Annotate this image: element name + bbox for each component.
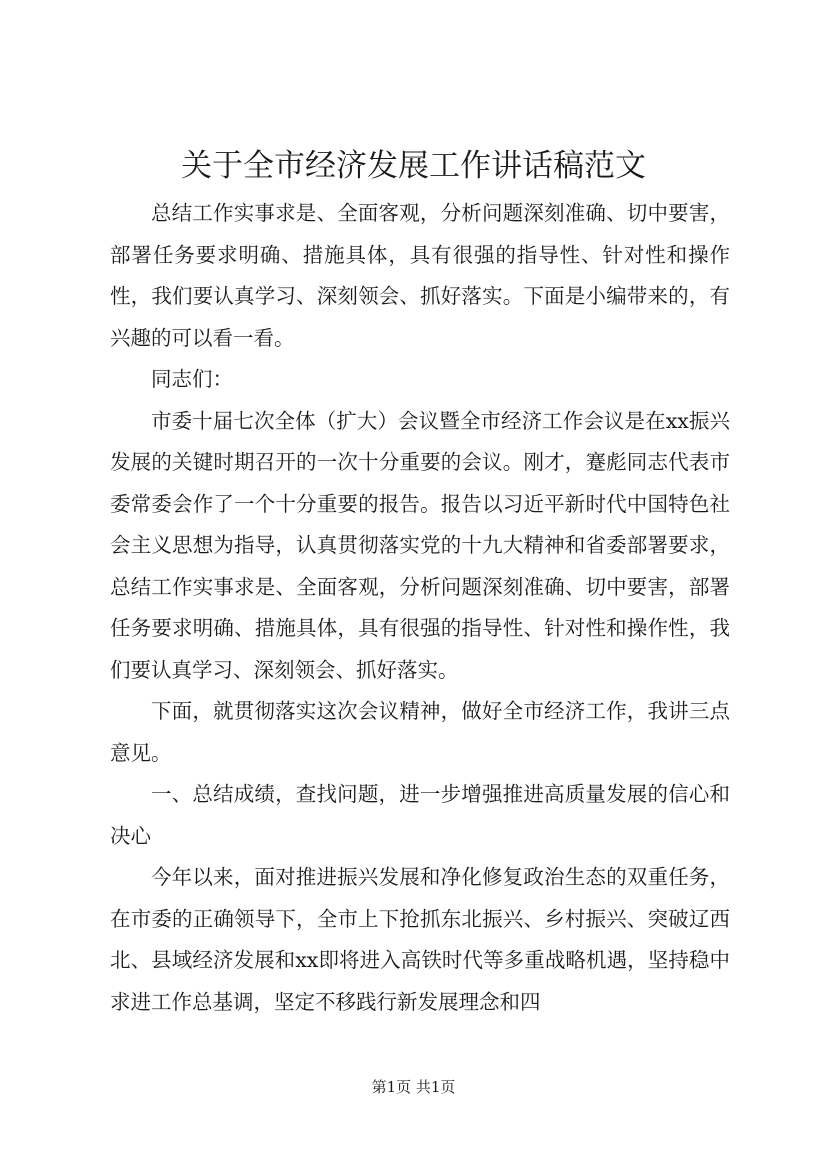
document-body [110,193,730,1023]
paragraph-salutation: 同志们： [151,367,233,391]
section-heading-one: 一、总结成绩，查找问题，进一步增强推进高质量发展的信心和决心 [110,782,730,848]
page-footer: 第1页 共1页 [371,1078,456,1096]
paragraph-this-year: 今年以来，面对推进振兴发展和净化修复政治生态的双重任务，在市委的正确领导下，全市上下抢抓东北振兴、乡村振兴、突破辽西北、县域经济发展和xx即将进入高铁时代等多重战略机遇，坚持稳中求进工作总基调，坚定不移践行新发展理念和四 [110,865,730,1014]
paragraph-meeting: 市委十届七次全体（扩大）会议暨全市经济工作会议是在xx振兴发展的关键时期召开的一次十分重要的会议。刚才，蹇彪同志代表市委常委会作了一个十分重要的报告。报告以习近平新时代中国特色社会主义思想为指导，认真贯彻落实党的十九大精神和省委部署要求，总结工作实事求是、全面客观，分析问题深刻准确、切中要害，部署任务要求明确、措施具体，具有很强的指导性、针对性和操作性，我们要认真学习、深刻领会、抓好落实。 [110,408,730,682]
document-title: 关于全市经济发展工作讲话稿范文 [181,148,646,184]
paragraph-intro: 总结工作实事求是、全面客观，分析问题深刻准确、切中要害，部署任务要求明确、措施具体，具有很强的指导性、针对性和操作性，我们要认真学习、深刻领会、抓好落实。下面是小编带来的，有兴趣的可以看一看。 [110,201,730,350]
paragraph-three-points: 下面，就贯彻落实这次会议精神，做好全市经济工作，我讲三点意见。 [110,699,730,765]
